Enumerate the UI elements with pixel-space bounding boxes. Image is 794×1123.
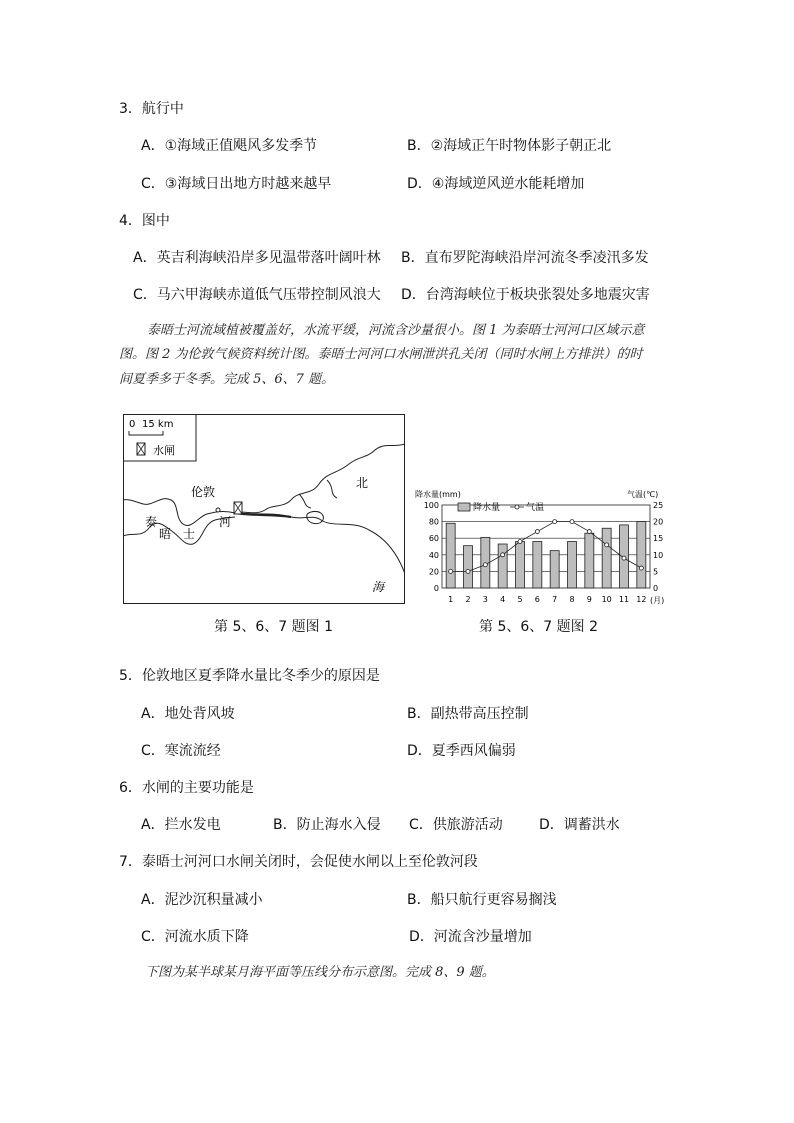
map-label-river: 河 <box>219 515 232 529</box>
chart-temperature-point <box>553 520 557 524</box>
chart-temperature-point <box>449 569 453 573</box>
chart-left-tick-label: 40 <box>428 550 439 560</box>
chart-x-tick-label: 6 <box>534 595 540 604</box>
chart-temperature-point <box>570 520 574 524</box>
chart-temperature-point <box>587 530 591 534</box>
chart-x-tick-label: 7 <box>552 595 558 604</box>
q7-option-a: A．泥沙沉积量减小 <box>141 892 263 908</box>
chart-legend-line-label: 气温 <box>526 503 545 513</box>
chart-temperature-point <box>501 553 505 557</box>
q4-option-b: B．直布罗陀海峡沿岸河流冬季凌汛多发 <box>401 250 649 266</box>
chart-x-tick-label: 10 <box>601 595 612 604</box>
map-scale-value: 15 km <box>142 419 174 430</box>
chart-precip-bar <box>516 542 525 588</box>
chart-legend-bar-label: 降水量 <box>473 503 501 513</box>
chart-precip-bar <box>464 546 473 588</box>
chart-precip-bar <box>602 528 611 588</box>
map-label-shi: 士 <box>183 527 196 541</box>
thames-estuary-map <box>123 414 405 604</box>
map-label-tai: 泰 <box>145 515 158 529</box>
chart-temperature-point <box>518 540 522 544</box>
chart-temperature-line <box>449 520 644 574</box>
chart-right-axis-title: 气温(℃) <box>627 490 659 499</box>
chart-grid <box>442 505 650 588</box>
q6-option-c: C．供旅游活动 <box>409 817 503 833</box>
chart-legend-bar-swatch <box>458 503 470 511</box>
q7-option-b: B．船只航行更容易搁浅 <box>407 892 557 908</box>
chart-right-tick-label: 0 <box>653 584 659 593</box>
chart-temperature-polyline <box>451 522 642 572</box>
q5-option-c: C．寒流流经 <box>141 743 221 759</box>
chart-precip-bar <box>568 542 577 588</box>
figure-1-caption: 第 5、6、7 题图 1 <box>214 619 333 635</box>
chart-right-tick-label: 15 <box>653 534 664 544</box>
figure-2-caption: 第 5、6、7 题图 2 <box>479 619 598 635</box>
chart-temperature-point <box>535 530 539 534</box>
chart-left-axis-title: 降水量(mm) <box>415 490 461 499</box>
q4-stem: 4．图中 <box>119 213 170 229</box>
chart-x-tick-label: 2 <box>465 595 471 604</box>
map-label-sea: 海 <box>372 580 385 594</box>
chart-x-tick-label: 5 <box>517 595 523 604</box>
chart-right-tick-label: 20 <box>653 517 664 527</box>
chart-x-tick-label: 11 <box>618 595 630 604</box>
chart-temperature-point <box>605 543 609 547</box>
q3-option-c: C．③海域日出地方时越来越早 <box>141 176 332 192</box>
q7-stem: 7．泰晤士河河口水闸关闭时，会促使水闸以上至伦敦河段 <box>119 854 478 870</box>
chart-precip-bar <box>550 551 559 588</box>
chart-temperature-point <box>483 563 487 567</box>
map-scale-zero: 0 <box>129 419 136 430</box>
q6-option-d: D．调蓄洪水 <box>539 817 620 833</box>
q3-option-b: B．②海域正午时物体影子朝正北 <box>407 138 612 154</box>
q5-stem: 5．伦敦地区夏季降水量比冬季少的原因是 <box>119 668 380 684</box>
chart-right-tick-label: 10 <box>653 550 664 560</box>
london-climate-chart <box>412 483 674 609</box>
chart-left-tick-label: 20 <box>428 567 439 577</box>
q4-option-c: C．马六甲海峡赤道低气压带控制风浪大 <box>133 287 381 303</box>
q5-option-d: D．夏季西风偏弱 <box>407 743 516 759</box>
chart-precip-bar <box>446 523 455 588</box>
chart-left-tick-label: 80 <box>428 517 439 527</box>
chart-legend-line-marker <box>515 505 519 509</box>
chart-left-tick-label: 100 <box>423 501 439 510</box>
map-label-london: 伦敦 <box>191 485 216 499</box>
q4-option-d: D．台湾海峡位于板块张裂处多地震灾害 <box>401 287 650 303</box>
chart-x-tick-label: 3 <box>482 595 488 604</box>
q7-option-d: D．河流含沙量增加 <box>409 929 532 945</box>
q5-option-a: A．地处背风坡 <box>141 706 235 722</box>
q6-option-a: A．拦水发电 <box>141 817 221 833</box>
q5-option-b: B．副热带高压控制 <box>407 706 529 722</box>
chart-x-tick-label: 4 <box>500 595 506 604</box>
q3-option-d: D．④海域逆风逆水能耗增加 <box>407 176 585 192</box>
chart-precip-bar <box>585 533 594 588</box>
chart-right-tick-label: 25 <box>653 501 664 510</box>
intro-paragraph-line-3: 间夏季多于冬季。完成 5、6、7 题。 <box>119 372 335 387</box>
map-label-wu: 晤 <box>159 527 172 541</box>
chart-x-tick-label: 1 <box>448 595 454 604</box>
chart-x-tick-label: 9 <box>586 595 592 604</box>
chart-x-tick-label: 12 <box>636 595 647 604</box>
chart-left-tick-label: 60 <box>428 534 439 544</box>
intro-paragraph-line-1: 泰晤士河流域植被覆盖好，水流平缓，河流含沙量很小。图 1 为泰晤士河河口区域示意 <box>147 323 645 338</box>
intro-paragraph-q8-9: 下图为某半球某月海平面等压线分布示意图。完成 8、9 题。 <box>145 965 495 980</box>
map-legend-label: 水闸 <box>153 444 175 457</box>
map-frame <box>124 415 405 604</box>
chart-temperature-point <box>622 556 626 560</box>
q4-option-a: A．英吉利海峡沿岸多见温带落叶阔叶林 <box>133 250 381 266</box>
chart-x-unit: (月) <box>650 596 665 605</box>
q3-stem: 3．航行中 <box>119 101 184 117</box>
intro-paragraph-line-2: 图。图 2 为伦敦气候资料统计图。泰晤士河河口水闸泄洪孔关闭（同时水闸上方排洪）的时 <box>119 347 643 362</box>
chart-precip-bar <box>498 544 507 588</box>
chart-x-tick-label: 8 <box>569 595 575 604</box>
chart-precip-bar <box>533 542 542 588</box>
q6-stem: 6．水闸的主要功能是 <box>119 780 254 796</box>
chart-plot-frame <box>442 505 650 588</box>
chart-precip-bar <box>637 522 646 588</box>
q3-option-a: A．①海域正值飓风多发季节 <box>141 138 318 154</box>
chart-left-tick-label: 0 <box>433 584 439 593</box>
q6-option-b: B．防止海水入侵 <box>273 817 381 833</box>
q7-option-c: C．河流水质下降 <box>141 929 249 945</box>
chart-right-tick-label: 5 <box>653 567 659 577</box>
london-marker <box>216 508 220 512</box>
chart-temperature-point <box>466 569 470 573</box>
map-label-north: 北 <box>356 476 369 490</box>
chart-temperature-point <box>639 566 643 570</box>
